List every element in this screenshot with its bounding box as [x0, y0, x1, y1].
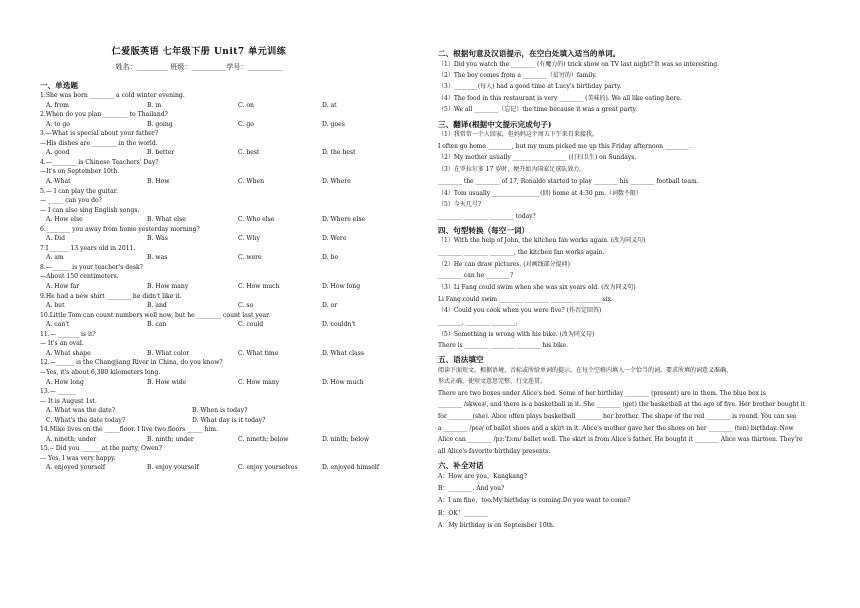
grammar-fill-line: There are two boxes under Alice's bed. Some of her birthday ________ (present) are in them. The blue box is	[438, 389, 766, 397]
answer-option: C. What's the date today?	[46, 416, 126, 424]
grammar-fill-line: 阅读下面短文，根据语境、音标或所给单词的提示，在每个空格内填入一个恰当的词，要求所填的词意义准确、	[438, 366, 733, 374]
fill-in-line: （1）Did you watch the ________ (有魔力的) trick show on TV last night? It was so interesting.	[438, 60, 719, 68]
question-stem: —About 150 centimeters.	[40, 273, 119, 281]
answer-option: D. Where	[322, 177, 351, 185]
fill-in-line: （3）________(每人) had a good time at Lucy's birthday party.	[438, 83, 622, 91]
question-stem: 13.— ______	[40, 388, 77, 396]
translation-line: ________ the ________ of 17, Ronaldo started to play ________ his ________ football team.	[438, 177, 699, 185]
sentence-transform-line: （5）Something is wrong with his bike. (改为同义句)	[438, 330, 595, 338]
answer-option: A. enjoyed yourself	[46, 464, 106, 472]
question-stem: 6.________ you away from home yesterday morning?	[40, 225, 200, 233]
answer-option: D. at	[322, 101, 337, 109]
question-stem: 4.—________ is Chinese Teachers' Day?	[40, 158, 159, 166]
question-stem: — I can also sing English songs.	[40, 206, 140, 214]
sentence-transform-line: ________, ________ ________.	[438, 319, 518, 326]
answer-option: A. from	[46, 101, 69, 109]
answer-option: D. be	[322, 254, 339, 262]
sentence-transform-line: （3）Li Fang could swim when she was six years old. (改为同义句)	[438, 283, 636, 291]
answer-option: B. going	[147, 120, 173, 128]
translation-line: （4）Tom usually ________________(回) home at 4:30 pm.（词数不限）	[438, 189, 643, 197]
answer-option: B. Was	[147, 235, 168, 243]
section-3-heading: 三、翻译(根据中文提示完成句子)	[438, 119, 552, 129]
answer-option: A. How else	[46, 216, 83, 224]
question-stem: 12.—______ is the Changjiang River in China, do you know?	[40, 359, 223, 367]
question-stem: --- Yes, I was very happy.	[40, 454, 116, 462]
answer-option: B. How many	[147, 283, 189, 290]
sentence-transform-line: （2）He can draw pictures. (对画线部分提问)	[438, 260, 570, 268]
question-stem: 1.She was born ________ a cold winter evening.	[40, 92, 185, 99]
question-stem: —Yes, it's about 6,380 kilometers long.	[40, 368, 161, 376]
answer-option: C. nineth; below	[238, 435, 289, 443]
answer-option: B. enjoy yourself	[147, 464, 199, 472]
section-1-heading: 一、单选题	[40, 81, 78, 90]
grammar-fill-line: all Alice's favorite birthday presents.	[438, 447, 551, 455]
answer-option: D. the best	[322, 149, 356, 157]
question-stem: 3.—What is special about your father?	[40, 130, 159, 138]
answer-option: D. How much	[322, 378, 364, 386]
answer-option: D. or	[322, 302, 338, 310]
question-stem: 5.— I can play the guitar.	[40, 187, 118, 195]
dialogue-line: A：My birthday is on September 10th.	[438, 521, 555, 529]
question-stem: 11.— _______ is it?	[40, 330, 96, 338]
answer-option: A. What was the date?	[46, 407, 116, 415]
answer-option: A. What	[46, 177, 71, 185]
question-stem: 8.—______ is your teacher's desk?	[40, 263, 143, 271]
section-6-heading: 六、补全对话	[438, 461, 484, 471]
question-stem: —It's on September 10th.	[40, 168, 120, 176]
question-stem: 15.-- Did you ______ at the party, Owen?	[40, 445, 162, 453]
answer-option: A. nineth; under	[46, 435, 97, 443]
answer-option: C. Why	[238, 235, 260, 243]
grammar-fill-line: for ________(she). Alice often plays basketball ________ her brother. The shape of the red ________ is round. You can see	[438, 413, 797, 420]
translation-line: （2）My mother usually __________________ (打扫卫生) on Sundays.	[438, 154, 637, 162]
answer-option: A. am	[46, 254, 64, 262]
answer-option: C. How many	[238, 378, 280, 386]
question-stem: — _____ can you do?	[40, 197, 102, 205]
answer-option: D. couldn't	[322, 321, 356, 329]
answer-option: B. was	[147, 254, 168, 262]
sentence-transform-line: （1）With the help of John, the kitchen fan works again. (改为同义句)	[438, 237, 646, 245]
question-stem: 7.I ______ 13 years old in 2011.	[40, 244, 136, 252]
answer-option: B. and	[147, 302, 167, 310]
answer-option: A. Did	[46, 235, 66, 243]
answer-option: C. enjoy yourselves	[238, 464, 298, 472]
answer-option: C. best	[238, 149, 260, 157]
sentence-transform-line: Li Fang could swim ________ ________ ________ ________ six.	[438, 295, 613, 303]
question-stem: 9.He had a new shirt ________ he didn't like it.	[40, 292, 182, 300]
fill-in-line: （2）The boy comes from a ________（贫穷的）family.	[438, 71, 597, 79]
translation-line: （3）在罗拉尔多 17 岁时，便开始为国家足球队效力。	[438, 166, 586, 174]
answer-option: A. but	[46, 302, 65, 310]
answer-option: C. could	[238, 321, 264, 329]
answer-option: D. What day is it today?	[192, 416, 266, 424]
answer-option: A. to go	[46, 120, 70, 128]
answer-option: A. How far	[46, 283, 80, 290]
answer-option: A. What shape	[46, 349, 91, 357]
fill-in-line: （5）We all ________（忘记）the time because it was a great party.	[438, 106, 637, 114]
sentence-transform-line: There is ________ ________ ________ his bike.	[438, 342, 568, 350]
translation-line: ________ ________ ________ today?	[438, 212, 536, 220]
answer-option: D. What class	[322, 349, 364, 357]
question-stem: 2.When do you plan ________ to Thailand?	[40, 111, 168, 119]
answer-option: B. What else	[147, 216, 186, 224]
answer-option: B. in	[147, 101, 162, 109]
question-stem: — It's an oval.	[40, 340, 84, 348]
page-title: 仁爱版英语 七年级下册 Unit7 单元训练	[111, 47, 287, 57]
answer-option: C. were	[238, 254, 262, 262]
answer-option: D. Where else	[322, 216, 366, 224]
answer-option: C. on	[238, 101, 254, 109]
answer-option: A. How long	[46, 378, 84, 386]
answer-option: B. better	[147, 149, 175, 157]
answer-option: B. can	[147, 321, 167, 329]
section-5-heading: 五、语法填空	[438, 355, 484, 365]
grammar-fill-line: ________ /skwe∂/, and there is a basketball in it. She ________ (get) the basketball at the age of five. Her brother bought it	[438, 401, 805, 409]
sentence-transform-line: ________ ________ ________, the kitchen fan works again.	[438, 248, 605, 256]
answer-option: B. What color	[147, 349, 190, 357]
section-2-heading: 二、根据句意及汉语提示，在空白处填入适当的单词。	[438, 49, 621, 58]
question-stem: — It is August 1st.	[40, 397, 97, 405]
answer-option: D. goes	[322, 120, 345, 128]
dialogue-line: B：OK！________	[438, 509, 488, 517]
sentence-transform-line: ________ can he ________?	[438, 272, 514, 280]
answer-option: D. How long	[322, 283, 361, 290]
answer-option: C. What time	[238, 349, 279, 357]
translation-line: I often go home ________, but my mum picked me up this Friday afternoon ________.	[438, 142, 691, 150]
grammar-fill-line: Alice can ________ /pɜ:'fɔ:m/ ballet well. The skirt is from Alice's father. He bought it ________ Alice was thirteen. They're	[438, 436, 803, 444]
answer-option: D. ninth; below	[322, 435, 370, 443]
question-stem: 10.Little Tom can count numbers well now, but he ________ count last year.	[40, 311, 271, 319]
answer-option: D. Were	[322, 235, 347, 243]
answer-option: B. When is today?	[192, 407, 248, 415]
answer-option: B. How wide	[147, 378, 187, 386]
student-info-line: 姓名：_________ 班级：__________学号：__________	[115, 63, 283, 71]
grammar-fill-line: 形式正确，使短文意思完整、行文连贯。	[438, 378, 547, 386]
answer-option: B. ninth; under	[147, 435, 194, 443]
answer-option: B. How	[147, 177, 170, 185]
answer-option: A. good	[46, 149, 70, 157]
translation-line: （5）今天几号?	[438, 201, 482, 209]
question-stem: 14.Mike lives on the _____floor. I live two floors _____ him.	[40, 426, 218, 434]
sentence-transform-line: （4）Could you cook when you were five? (作否定回答)	[438, 307, 602, 315]
answer-option: C. How much	[238, 283, 280, 290]
answer-option: C. so	[238, 302, 254, 310]
translation-line: （1）我常常一个人回家，但妈妈这个周五下午来自来接我。	[438, 131, 598, 138]
answer-option: C. go	[238, 120, 254, 128]
answer-option: C. When	[238, 177, 265, 185]
answer-option: D. enjoyed himself	[322, 464, 380, 472]
answer-option: A. can't	[46, 321, 70, 329]
fill-in-line: （4）The food in this restaurant is very ________ (美味的). We all like eating here.	[438, 94, 682, 102]
answer-option: C. Who else	[238, 216, 275, 224]
dialogue-line: A：How are you，Kangkang?	[438, 472, 527, 480]
grammar-fill-line: a ________ /pe∂/ of ballet shoes and a skirt in it. Alice's mother gave her the shoes on her ________ (ten) birthday. Now	[438, 424, 794, 432]
question-stem: —His dishes are ________ in the world.	[40, 139, 158, 147]
dialogue-line: B：________. And you?	[438, 485, 505, 493]
dialogue-line: A：I am fine，too.My birthday is coming.Do you want to come?	[438, 497, 631, 505]
section-4-heading: 四、句型转换（每空一词）	[438, 225, 530, 235]
